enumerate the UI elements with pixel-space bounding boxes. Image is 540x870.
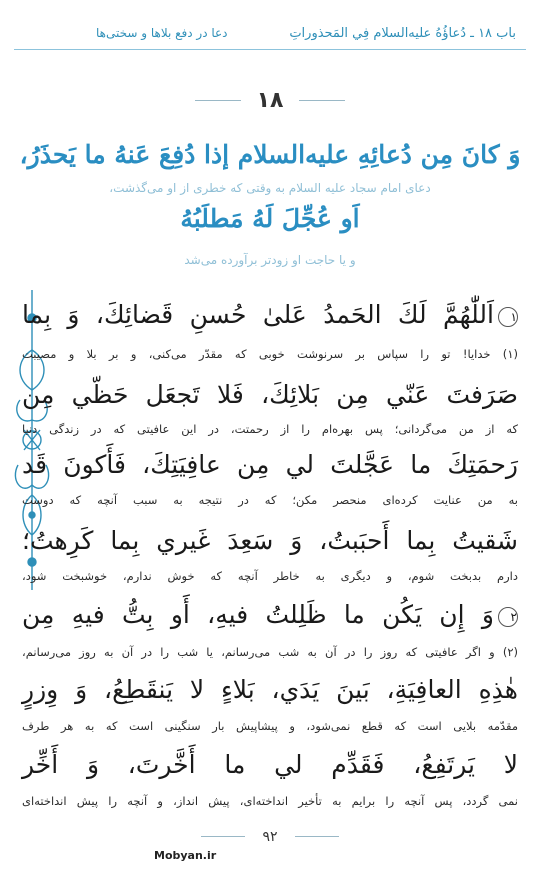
arabic-line-4: شَقيتُ بِما أَحبَبتُ، وَ سَعِدَ غَيري بِما كَرِهتُ؛ (22, 526, 518, 555)
title-persian-2: و یا حاجت او زودتر برآورده می‌شد (184, 253, 356, 267)
verse-number-badge: ۱ (498, 307, 518, 327)
header-divider (14, 49, 526, 50)
chapter-title: باب ۱۸ ـ دُعاؤُهُ عليه‌السلام فِي المَحذوراتِ (289, 26, 516, 41)
arabic-line-5: ۲وَ إِن يَكُن ما ظَلِلتُ فيهِ، أَو بِتُّ فيهِ مِن (22, 600, 517, 629)
persian-line-4: دارم بدبخت شوم، و دیگری به خاطر آنچه که خوش ندارم، خوشبخت شود، (22, 569, 518, 583)
ornament-line-left (195, 100, 241, 101)
footer-ornament-right (295, 836, 339, 837)
arabic-line-7: لا يَرتَفِعُ، فَقَدِّم لي ما أَخَّرتَ، وَ أَخِّر (22, 750, 518, 779)
footer-ornament-left (201, 836, 245, 837)
chapter-number: ۱۸ (256, 88, 284, 113)
persian-line-2: که از من می‌گردانی؛ پس بهره‌ام را از رحمتت، در این عافیتی که در زندگی دنیا (22, 422, 518, 436)
chapter-number-ornament (0, 88, 540, 113)
persian-line-1: (۱) خدایا! تو را سپاس بر سرنوشت خوبی که مقدّر می‌کنی، و بر بلا و مصیبت (22, 347, 518, 361)
title-persian-1: دعای امام سجاد علیه السلام به وقتی که خطری از او می‌گذشت، (109, 181, 431, 195)
ornament-line-right (299, 100, 345, 101)
page-header (0, 0, 540, 52)
arabic-line-3: رَحمَتِكَ ما عَجَّلتَ لي مِن عافِيَتِكَ، فَأَكونَ قَد (22, 450, 518, 479)
site-watermark: Mobyan.ir (154, 849, 217, 862)
title-arabic-2: اَو عُجِّلَ لَهُ مَطلَبُهُ (180, 204, 360, 233)
page-number: ۹۲ (262, 828, 278, 845)
persian-line-7: نمی گردد، پس آنچه را برایم به تأخیر انداخته‌ای، پیش انداز، و آنچه را پیش انداخته‌ای (22, 794, 518, 808)
title-arabic-1: وَ كانَ مِن دُعائِهِ عليه‌السلام إذا دُفِعَ عَنهُ ما يَحذَرُ، (19, 140, 521, 169)
arabic-line-6: هٰذِهِ العافِيَةِ، بَينَ يَدَي، بَلاءٍ لا يَنقَطِعُ، وَ وِزرٍ (22, 675, 518, 704)
page-footer (0, 826, 540, 845)
arabic-line-2: صَرَفتَ عَنّي مِن بَلائِكَ، فَلا تَجعَل حَظّي مِن (22, 380, 518, 409)
persian-line-6: مقدّمه بلایی است که قطع نمی‌شود، و پیشاپیش بار سنگینی است که به هر طرف (22, 719, 518, 733)
arabic-line-1: ۱اَللّٰهُمَّ لَكَ الحَمدُ عَلىٰ حُسنِ قَضائِكَ، وَ بِما (22, 300, 517, 329)
verse-number-badge: ۲ (498, 607, 518, 627)
persian-line-3: به من عنایت کرده‌ای منحصر مکن؛ که در نتیجه به سبب آنچه که دوست (22, 493, 518, 507)
chapter-subtitle: دعا در دفع بلاها و سختی‌ها (96, 26, 228, 40)
persian-line-5: (۲) و اگر عافیتی که روز را در آن به شب می‌رسانم، یا شب را در آن به روز می‌رسانم، (22, 645, 518, 659)
